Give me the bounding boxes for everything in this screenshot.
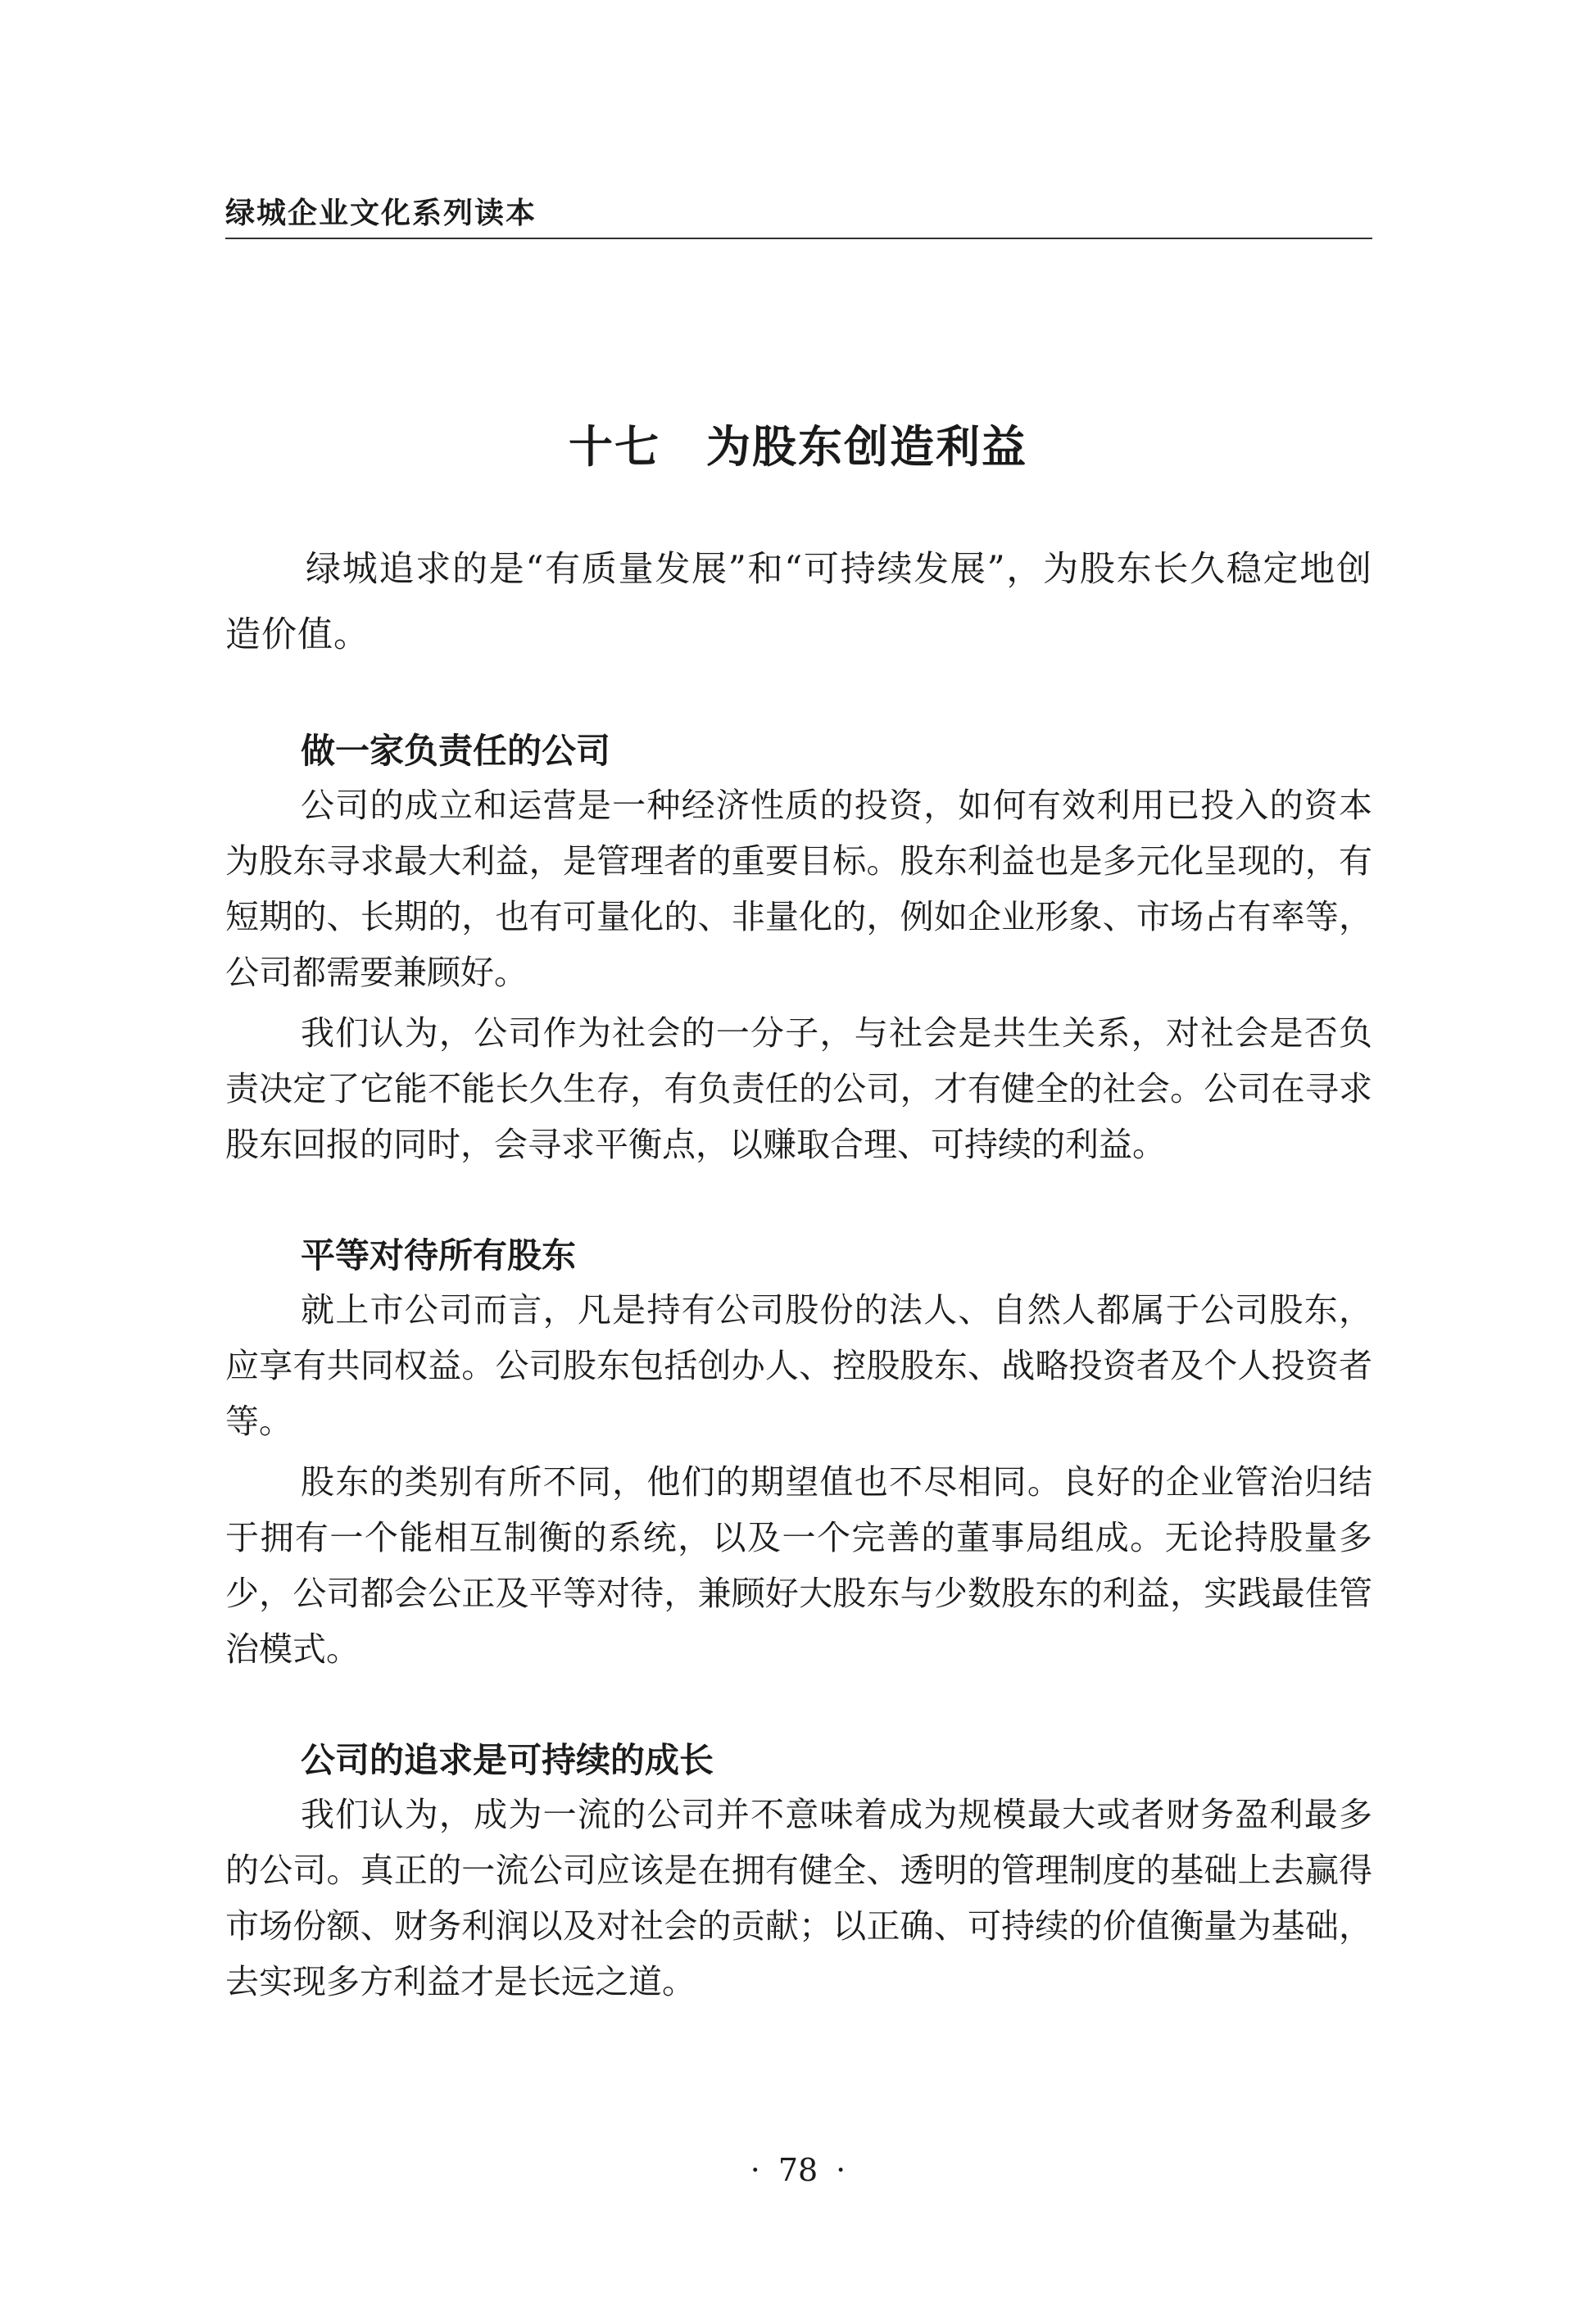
- intro-paragraph: 绿城追求的是“有质量发展”和“可持续发展”，为股东长久稳定地创造价值。: [225, 549, 1372, 655]
- paragraph: 股东的类别有所不同，他们的期望值也不尽相同。良好的企业管治归结于拥有一个能相互制衡的系统，以及一个完善的董事局组成。无论持股量多少，公司都会公正及平等对待，兼顾好大股东与少数股东的利益，实践最佳管治模式。: [225, 1462, 1372, 1669]
- chapter-title-text: 为股东创造利益: [706, 420, 1027, 473]
- section-title: 平等对待所有股东: [301, 1235, 577, 1276]
- body-text: [225, 537, 1372, 2010]
- section-responsible-company: [225, 725, 1372, 1172]
- paragraph: 公司的成立和运营是一种经济性质的投资，如何有效利用已投入的资本为股东寻求最大利益，是管理者的重要目标。股东利益也是多元化呈现的，有短期的、长期的，也有可量化的、非量化的，例如企业形象、市场占有率等，公司都需要兼顾好。: [225, 786, 1372, 992]
- running-header: 绿城企业文化系列读本: [225, 197, 537, 230]
- page-number: [0, 2150, 1596, 2191]
- chapter-number: 十七: [569, 420, 660, 473]
- chapter-title: [0, 414, 1596, 479]
- section-equal-treatment: [225, 1230, 1372, 1677]
- header-rule: [225, 238, 1372, 239]
- section-title: 公司的追求是可持续的成长: [301, 1740, 714, 1780]
- page-number-dot-right: ·: [836, 2152, 846, 2188]
- page-number-value: 78: [778, 2152, 818, 2188]
- section-title: 做一家负责任的公司: [301, 731, 611, 771]
- paragraph: 就上市公司而言，凡是持有公司股份的法人、自然人都属于公司股东，应享有共同权益。公司股东包括创办人、控股股东、战略投资者及个人投资者等。: [225, 1290, 1372, 1441]
- paragraph: 我们认为，成为一流的公司并不意味着成为规模最大或者财务盈利最多的公司。真正的一流公司应该是在拥有健全、透明的管理制度的基础上去赢得市场份额、财务利润以及对社会的贡献；以正确、可持续的价值衡量为基础，去实现多方利益才是长远之道。: [225, 1795, 1372, 2001]
- page-number-dot-left: ·: [750, 2152, 760, 2188]
- paragraph: 我们认为，公司作为社会的一分子，与社会是共生关系，对社会是否负责决定了它能不能长久生存，有负责任的公司，才有健全的社会。公司在寻求股东回报的同时，会寻求平衡点，以赚取合理、可持续的利益。: [225, 1013, 1372, 1164]
- section-sustainable-growth: [225, 1734, 1372, 2010]
